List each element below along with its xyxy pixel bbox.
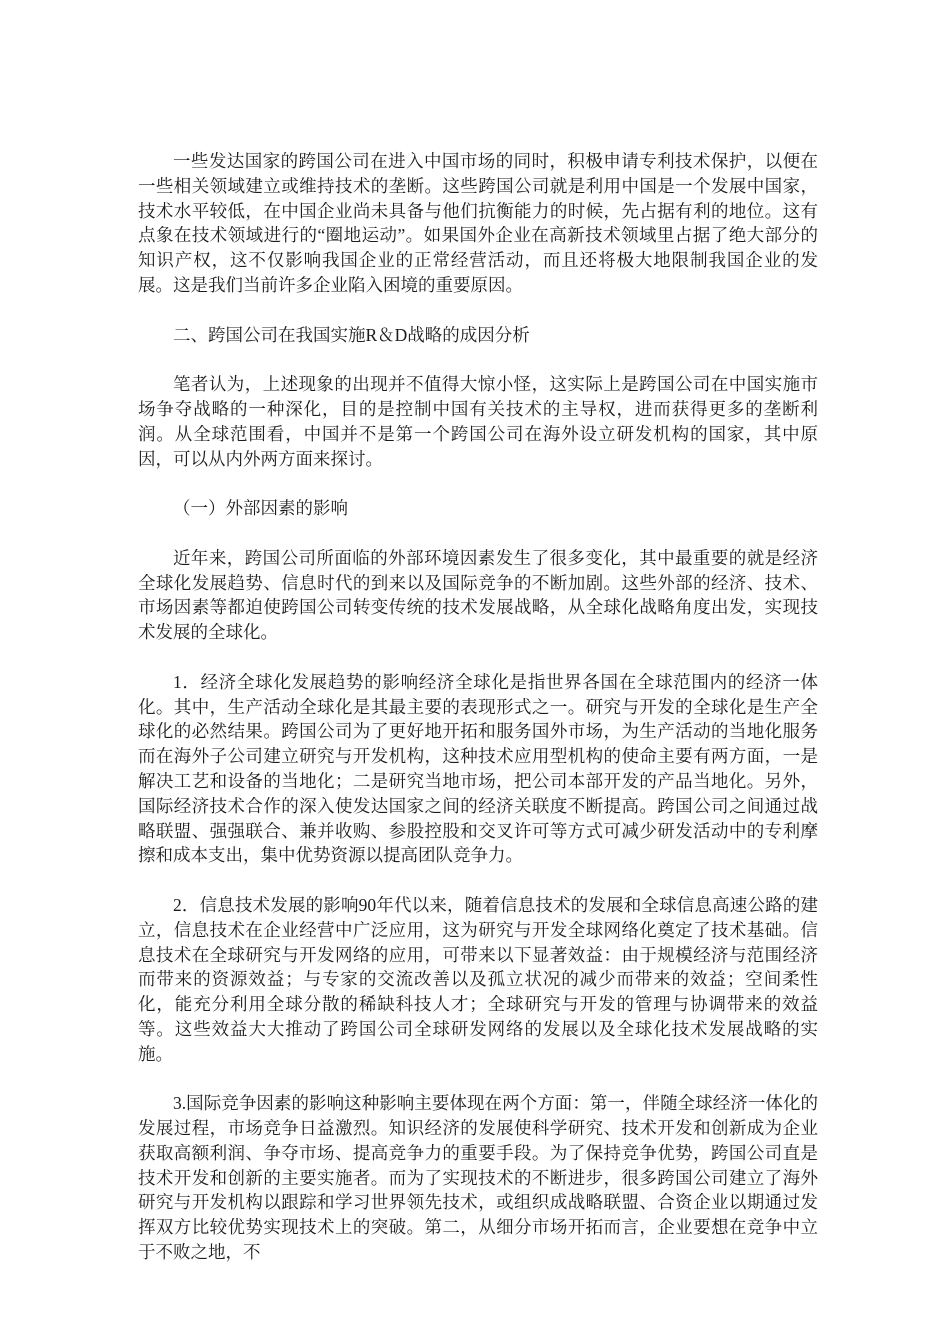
text-content: [138, 149, 818, 1265]
paragraph-information-technology: 2．信息技术发展的影响90年代以来，随着信息技术的发展和全球信息高速公路的建立，信息技术在企业经营中广泛应用，这为研究与开发全球网络化奠定了技术基础。信息技术在全球研究与开发网络的应用，可带来以下显著效益：由于规模经济与范围经济而带来的资源效益；与专家的交流改善以及孤立状况的减少而带来的效益；空间柔性化，能充分利用全球分散的稀缺科技人才；全球研究与开发的管理与协调带来的效益等。这些效益大大推动了跨国公司全球研发网络的发展以及全球化技术发展战略的实施。: [138, 894, 818, 1064]
paragraph-international-competition: 3.国际竞争因素的影响这种影响主要体现在两个方面：第一，伴随全球经济一体化的发展过程，市场竞争日益激烈。知识经济的发展使科学研究、技术开发和创新成为企业获取高额利润、争夺市场、提高竞争力的重要手段。为了保持竞争优势，跨国公司直是技术开发和创新的主要实施者。而为了实现技术的不断进步，很多跨国公司建立了海外研究与开发机构以跟踪和学习世界领先技术，或组织成战略联盟、合资企业以期通过发挥双方比较优势实现技术上的突破。第二，从细分市场开拓而言，企业要想在竞争中立于不败之地，不: [138, 1093, 818, 1263]
paragraph-economic-globalization: 1．经济全球化发展趋势的影响经济全球化是指世界各国在全球范围内的经济一体化。其中，生产活动全球化是其最主要的表现形式之一。研究与开发的全球化是生产全球化的必然结果。跨国公司为了更好地开拓和服务国外市场，为生产活动的当地化服务而在海外子公司建立研究与开发机构，这种技术应用型机构的使命主要有两方面，一是解决工艺和设备的当地化；二是研究当地市场，把公司本部开发的产品当地化。另外，国际经济技术合作的深入使发达国家之间的经济关联度不断提高。跨国公司之间通过战略联盟、强强联合、兼并收购、参股控股和交叉许可等方式可减少研发活动中的专利摩擦和成本支出，集中优势资源以提高团队竞争力。: [138, 671, 818, 866]
section-heading: 二、跨国公司在我国实施R＆D战略的成因分析: [173, 324, 530, 345]
paragraph-external-factors: 近年来，跨国公司所面临的外部环境因素发生了很多变化，其中最重要的就是经济全球化发展趋势、信息时代的到来以及国际竞争的不断加剧。这些外部的经济、技术、市场因素等都迫使跨国公司转变传统的技术发展战略，从全球化战略角度出发，实现技术发展的全球化。: [138, 547, 818, 643]
subsection-heading: （一）外部因素的影响: [173, 498, 348, 519]
paragraph-intro: 一些发达国家的跨国公司在进入中国市场的同时，积极申请专利技术保护，以便在一些相关领域建立或维持技术的垄断。这些跨国公司就是利用中国是一个发展中国家，技术水平较低，在中国企业尚未具备与他们抗衡能力的时候，先占据有利的地位。这有点象在技术领域进行的“圈地运动”。如果国外企业在高新技术领域里占据了绝大部分的知识产权，这不仅影响我国企业的正常经营活动，而且还将极大地限制我国企业的发展。这是我们当前许多企业陷入困境的重要原因。: [138, 151, 818, 295]
paragraph-author-view: 笔者认为，上述现象的出现并不值得大惊小怪，这实际上是跨国公司在中国实施市场争夺战略的一种深化，目的是控制中国有关技术的主导权，进而获得更多的垄断利润。从全球范围看，中国并不是第一个跨国公司在海外设立研发机构的国家，其中原因，可以从内外两方面来探讨。: [138, 374, 818, 469]
